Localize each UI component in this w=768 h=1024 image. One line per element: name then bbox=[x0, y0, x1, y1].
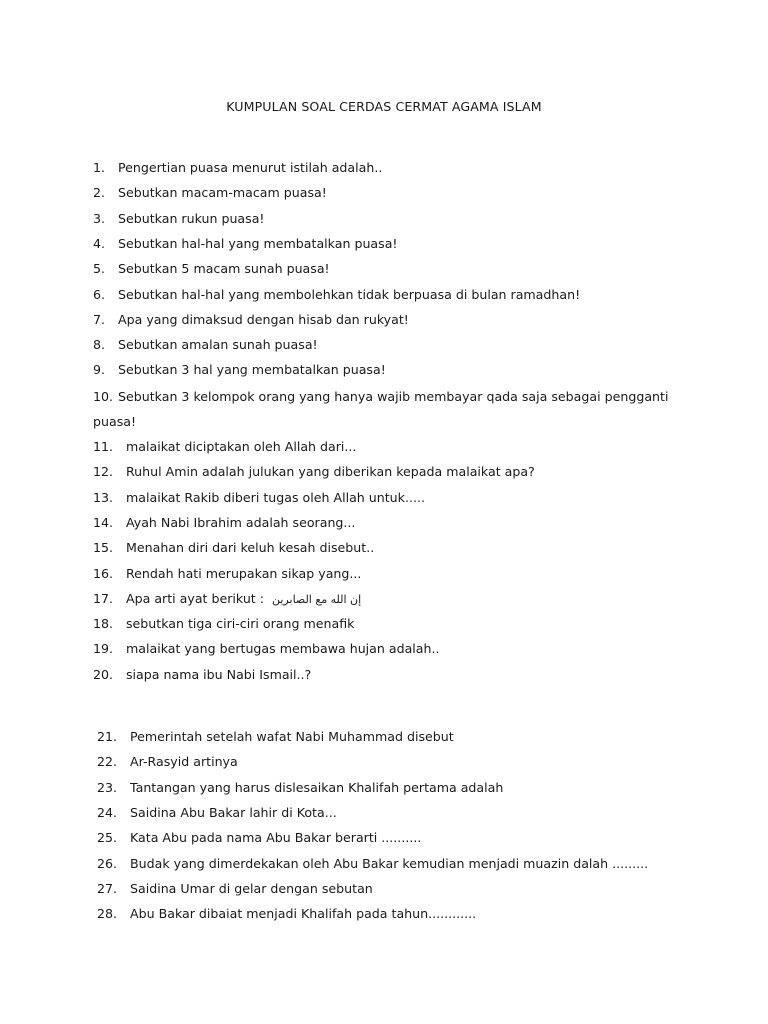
question-text: malaikat Rakib diberi tugas oleh Allah untuk..... bbox=[126, 489, 425, 505]
question-text: Apa arti ayat berikut : إن الله مع الصابرين bbox=[126, 590, 362, 606]
question-text: Pengertian puasa menurut istilah adalah.. bbox=[118, 160, 383, 175]
question-number: 6. bbox=[93, 286, 106, 302]
question-text: Abu Bakar dibaiat menjadi Khalifah pada tahun............ bbox=[130, 906, 477, 922]
question-10-continuation bbox=[93, 414, 136, 430]
question-text: Sebutkan amalan sunah puasa! bbox=[118, 337, 318, 353]
question-number: 23. bbox=[97, 779, 118, 795]
question-text: Menahan diri dari keluh kesah disebut.. bbox=[126, 540, 375, 556]
question-text: Pemerintah setelah wafat Nabi Muhammad disebut bbox=[130, 729, 454, 744]
question-number: 1. bbox=[93, 160, 106, 175]
question-number: 20. bbox=[93, 666, 114, 682]
question-text: Sebutkan hal-hal yang membatalkan puasa! bbox=[118, 235, 398, 251]
question-number: 27. bbox=[97, 880, 118, 896]
question-text: malaikat diciptakan oleh Allah dari... bbox=[126, 439, 357, 454]
question-text: Saidina Abu Bakar lahir di Kota... bbox=[130, 804, 337, 820]
question-text: Budak yang dimerdekakan oleh Abu Bakar kemudian menjadi muazin dalah ......... bbox=[130, 855, 649, 871]
question-text: Sebutkan macam-macam puasa! bbox=[118, 185, 327, 201]
question-number: 24. bbox=[97, 804, 118, 820]
question-text: Saidina Umar di gelar dengan sebutan bbox=[130, 880, 373, 896]
document-title: KUMPULAN SOAL CERDAS CERMAT AGAMA ISLAM bbox=[226, 99, 542, 114]
arabic-verse: إن الله مع الصابرين bbox=[272, 592, 362, 606]
question-text: Kata Abu pada nama Abu Bakar berarti .......... bbox=[130, 830, 422, 846]
question-number: 2. bbox=[93, 185, 106, 201]
question-number: 11. bbox=[93, 439, 114, 454]
question-text: Sebutkan rukun puasa! bbox=[118, 210, 265, 226]
question-number: 17. bbox=[93, 590, 114, 606]
question-text: Sebutkan 3 kelompok orang yang hanya wajib membayar qada saja sebagai pengganti bbox=[118, 389, 669, 404]
question-number: 7. bbox=[93, 311, 106, 327]
question-number: 26. bbox=[97, 855, 118, 871]
question-number: 15. bbox=[93, 540, 114, 556]
question-number: 18. bbox=[93, 616, 114, 632]
question-text: malaikat yang bertugas membawa hujan adalah.. bbox=[126, 641, 440, 657]
question-number: 19. bbox=[93, 641, 114, 657]
question-number: 10. bbox=[93, 389, 114, 404]
question-number: 12. bbox=[93, 464, 114, 480]
question-number: 9. bbox=[93, 362, 106, 378]
question-number: 5. bbox=[93, 261, 106, 277]
question-number: 3. bbox=[93, 210, 106, 226]
question-text: Sebutkan hal-hal yang membolehkan tidak berpuasa di bulan ramadhan! bbox=[118, 286, 581, 302]
question-text: Ruhul Amin adalah julukan yang diberikan kepada malaikat apa? bbox=[126, 464, 535, 480]
question-number: 16. bbox=[93, 565, 114, 581]
question-text: Apa yang dimaksud dengan hisab dan rukyat! bbox=[118, 311, 409, 327]
question-text: Ayah Nabi Ibrahim adalah seorang... bbox=[126, 514, 356, 530]
question-text: Ar-Rasyid artinya bbox=[130, 754, 238, 770]
question-text: Sebutkan 3 hal yang membatalkan puasa! bbox=[118, 362, 386, 378]
question-text: Rendah hati merupakan sikap yang... bbox=[126, 565, 362, 581]
question-number: 28. bbox=[97, 906, 118, 922]
question-number: 22. bbox=[97, 754, 118, 770]
question-number: 8. bbox=[93, 337, 106, 353]
question-number: 14. bbox=[93, 514, 114, 530]
question-number: 25. bbox=[97, 830, 118, 846]
question-text-continued: puasa! bbox=[93, 414, 137, 429]
question-text: Sebutkan 5 macam sunah puasa! bbox=[118, 261, 330, 277]
question-text: sebutkan tiga ciri-ciri orang menafik bbox=[126, 616, 355, 632]
question-number: 13. bbox=[93, 489, 114, 505]
question-text: Tantangan yang harus dislesaikan Khalifah pertama adalah bbox=[130, 779, 504, 795]
question-number: 4. bbox=[93, 235, 106, 251]
question-number: 21. bbox=[97, 729, 118, 744]
question-text: siapa nama ibu Nabi Ismail..? bbox=[126, 666, 312, 682]
